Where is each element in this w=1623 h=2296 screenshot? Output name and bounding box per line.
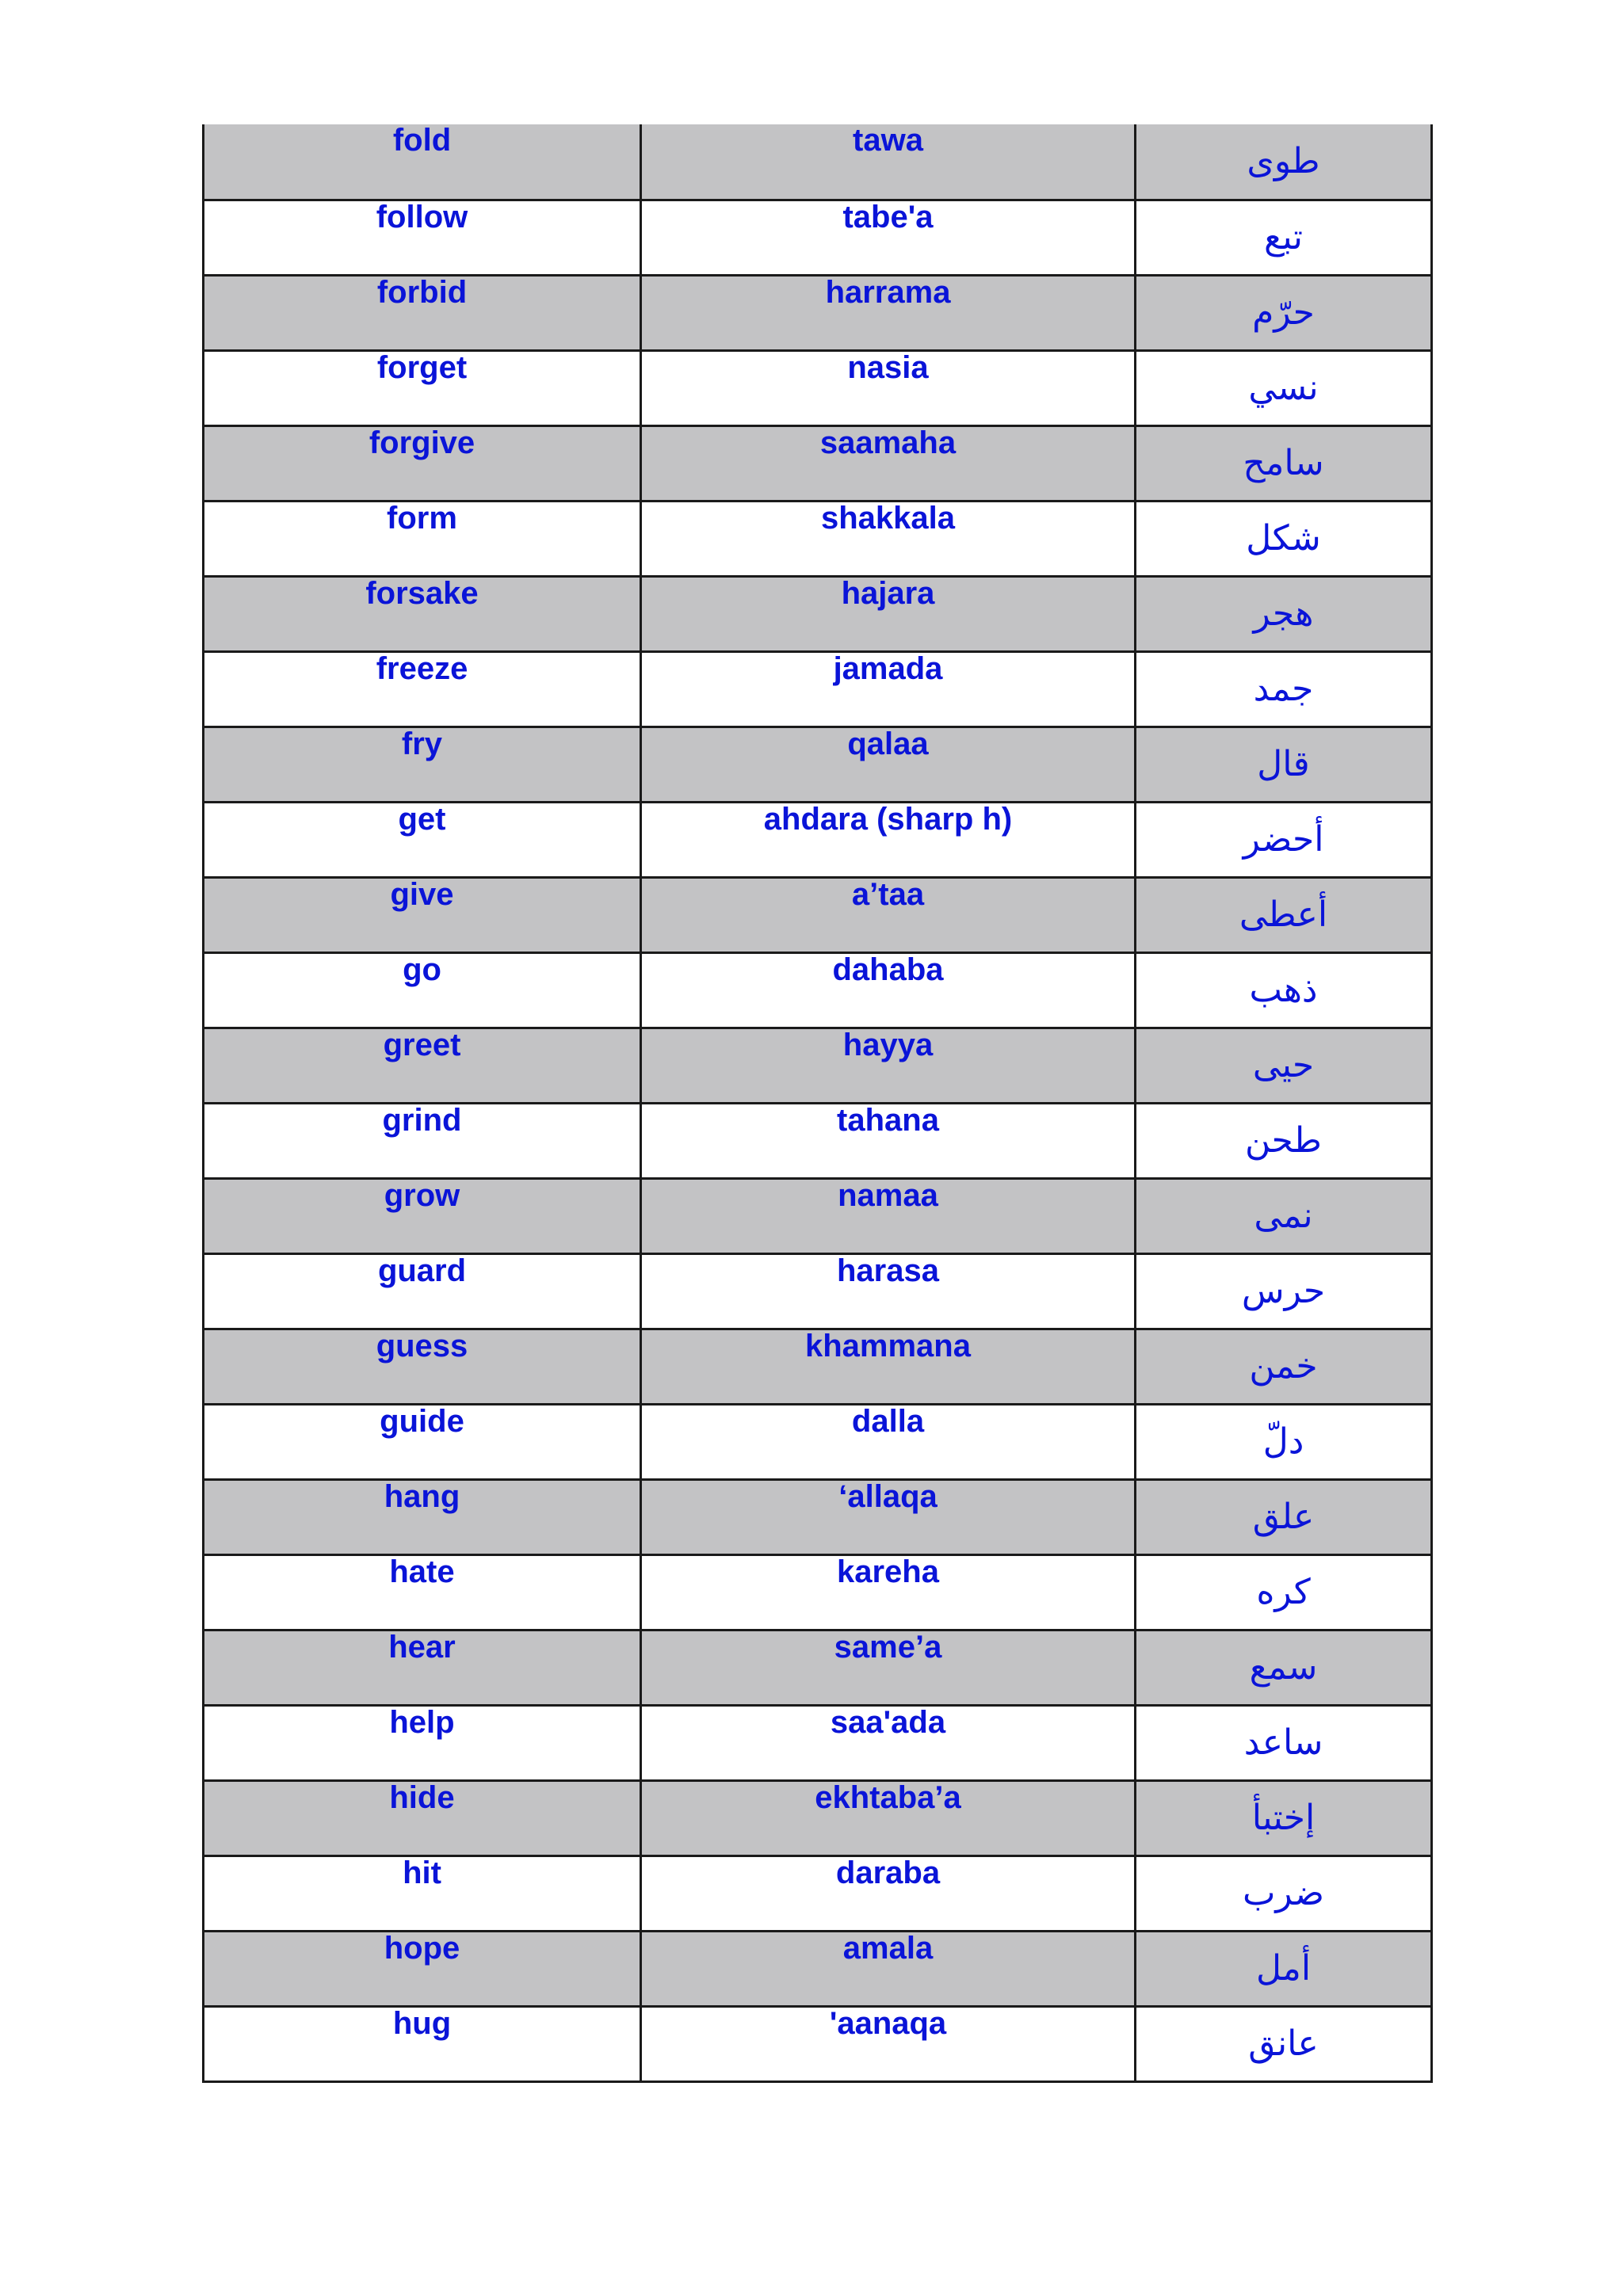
table-row [204,1028,1432,1103]
arabic-word: طحن [1136,1103,1432,1178]
transliteration: kareha [641,1554,1136,1630]
arabic-word: خمن [1136,1329,1432,1404]
arabic-word: أحضر [1136,802,1432,877]
transliteration: 'aanaqa [641,2006,1136,2081]
transliteration: jamada [641,651,1136,727]
vocabulary-table [202,124,1433,2083]
english-word: forget [204,350,641,425]
table-row [204,275,1432,350]
table-row [204,651,1432,727]
english-word: fry [204,727,641,802]
english-word: forbid [204,275,641,350]
english-word: guide [204,1404,641,1479]
arabic-word: حرس [1136,1253,1432,1329]
transliteration: namaa [641,1178,1136,1253]
arabic-word: ضرب [1136,1855,1432,1931]
english-word: forgive [204,425,641,501]
table-row [204,200,1432,275]
arabic-word: ساعد [1136,1705,1432,1780]
table-row [204,1103,1432,1178]
arabic-word: نمى [1136,1178,1432,1253]
transliteration: dahaba [641,952,1136,1028]
arabic-word: أعطى [1136,877,1432,952]
arabic-word: جمد [1136,651,1432,727]
english-word: guard [204,1253,641,1329]
arabic-word: شكل [1136,501,1432,576]
transliteration: harrama [641,275,1136,350]
transliteration: hajara [641,576,1136,651]
table-row [204,727,1432,802]
transliteration: harasa [641,1253,1136,1329]
transliteration: tahana [641,1103,1136,1178]
table-row [204,1931,1432,2006]
arabic-word: حرّم [1136,275,1432,350]
table-row [204,877,1432,952]
arabic-word: علق [1136,1479,1432,1554]
transliteration: khammana [641,1329,1136,1404]
arabic-word: سمع [1136,1630,1432,1705]
table-row [204,1554,1432,1630]
transliteration: nasia [641,350,1136,425]
table-row [204,802,1432,877]
english-word: fold [204,124,641,200]
table-row [204,124,1432,200]
table-row [204,576,1432,651]
transliteration: ahdara (sharp h) [641,802,1136,877]
table-row [204,1404,1432,1479]
english-word: give [204,877,641,952]
arabic-word: دلّ [1136,1404,1432,1479]
table-row [204,1780,1432,1855]
transliteration: amala [641,1931,1136,2006]
english-word: forsake [204,576,641,651]
arabic-word: حيى [1136,1028,1432,1103]
table-row [204,1178,1432,1253]
arabic-word: سامح [1136,425,1432,501]
transliteration: daraba [641,1855,1136,1931]
english-word: freeze [204,651,641,727]
transliteration: ‘allaqa [641,1479,1136,1554]
english-word: hope [204,1931,641,2006]
english-word: hide [204,1780,641,1855]
table-row [204,1705,1432,1780]
english-word: go [204,952,641,1028]
transliteration: dalla [641,1404,1136,1479]
english-word: follow [204,200,641,275]
arabic-word: طوى [1136,124,1432,200]
table-row [204,425,1432,501]
english-word: hear [204,1630,641,1705]
table-row [204,1253,1432,1329]
table-row [204,1855,1432,1931]
transliteration: saamaha [641,425,1136,501]
arabic-word: عانق [1136,2006,1432,2081]
transliteration: ekhtaba’a [641,1780,1136,1855]
english-word: get [204,802,641,877]
arabic-word: تبع [1136,200,1432,275]
english-word: grow [204,1178,641,1253]
table-row [204,1630,1432,1705]
english-word: hate [204,1554,641,1630]
transliteration: qalaa [641,727,1136,802]
english-word: grind [204,1103,641,1178]
english-word: hit [204,1855,641,1931]
english-word: greet [204,1028,641,1103]
table-row [204,1329,1432,1404]
transliteration: shakkala [641,501,1136,576]
transliteration: tawa [641,124,1136,200]
table-row [204,501,1432,576]
transliteration: a’taa [641,877,1136,952]
english-word: help [204,1705,641,1780]
english-word: guess [204,1329,641,1404]
english-word: hug [204,2006,641,2081]
table-row [204,1479,1432,1554]
transliteration: tabe'a [641,200,1136,275]
transliteration: hayya [641,1028,1136,1103]
english-word: hang [204,1479,641,1554]
table-row [204,2006,1432,2081]
arabic-word: هجر [1136,576,1432,651]
english-word: form [204,501,641,576]
table-row [204,952,1432,1028]
arabic-word: إختبأ [1136,1780,1432,1855]
arabic-word: كره [1136,1554,1432,1630]
transliteration: same’a [641,1630,1136,1705]
arabic-word: ذهب [1136,952,1432,1028]
transliteration: saa'ada [641,1705,1136,1780]
arabic-word: أمل [1136,1931,1432,2006]
arabic-word: قال [1136,727,1432,802]
arabic-word: نسي [1136,350,1432,425]
table-row [204,350,1432,425]
